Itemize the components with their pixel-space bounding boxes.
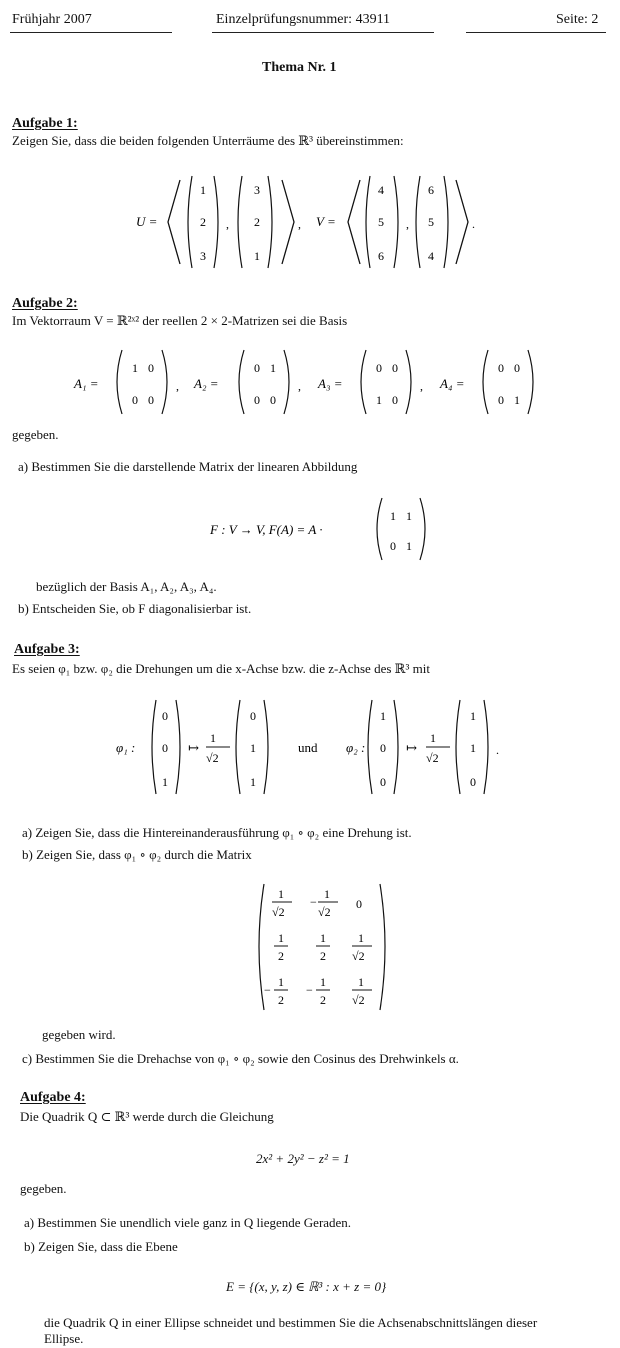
svg-text:1: 1 (132, 361, 138, 375)
header-rule-right (466, 32, 606, 33)
task3-given: gegeben wird. (42, 1027, 116, 1042)
svg-text:,: , (176, 379, 179, 393)
svg-text:6: 6 (428, 183, 434, 197)
basis-a1 (73, 350, 179, 414)
svg-text:1: 1 (278, 931, 284, 945)
svg-text:2: 2 (320, 949, 326, 963)
svg-text:√2: √2 (352, 993, 365, 1007)
svg-text:0: 0 (376, 361, 382, 375)
task3-rotations (110, 694, 510, 800)
inv-sqrt2-factor-2 (426, 731, 450, 765)
task1-heading: Aufgabe 1: (12, 116, 78, 131)
svg-text:1: 1 (250, 775, 256, 789)
u-vector-1 (188, 176, 218, 268)
task3-part-c: c) Bestimmen Sie die Drehachse von φ₁ ∘ φ₂ sowie den Cosinus des Drehwinkels α. (22, 1051, 459, 1066)
svg-text:1: 1 (324, 887, 330, 901)
svg-text:1: 1 (390, 509, 396, 523)
task3-part-b: b) Zeigen Sie, dass φ₁ ∘ φ₂ durch die Matrix (22, 847, 252, 862)
phi2-output-vector (456, 700, 488, 794)
svg-text:2: 2 (278, 993, 284, 1007)
task2-basis-ref: bezüglich der Basis A₁, A₂, A₃, A₄. (36, 579, 217, 594)
svg-text:0: 0 (148, 361, 154, 375)
header-exam-number: Einzelprüfungsnummer: 43911 (216, 12, 391, 27)
task4-given: gegeben. (20, 1181, 67, 1196)
task4-part-a: a) Bestimmen Sie unendlich viele ganz in Q liegende Geraden. (24, 1215, 352, 1230)
svg-text:,: , (298, 217, 301, 231)
svg-text:1: 1 (270, 361, 276, 375)
svg-text:1: 1 (278, 887, 284, 901)
task2-part-b: b) Entscheiden Sie, ob F diagonalisierbar ist. (18, 601, 252, 616)
svg-text:0: 0 (254, 393, 260, 407)
phi2-input-vector (368, 700, 398, 794)
inv-sqrt2-factor-1 (206, 731, 230, 765)
svg-text:√2: √2 (318, 905, 331, 919)
svg-text:1: 1 (358, 931, 364, 945)
svg-text:√2: √2 (272, 905, 285, 919)
svg-text:0: 0 (392, 361, 398, 375)
svg-text:1: 1 (162, 775, 168, 789)
svg-text:1: 1 (470, 741, 476, 755)
svg-text:1: 1 (470, 709, 476, 723)
svg-text:2: 2 (320, 993, 326, 1007)
u-label: U = (136, 214, 158, 229)
phi1-label: φ₁ : (116, 740, 136, 755)
basis-a4 (439, 350, 533, 414)
task4-part-b-text: die Quadrik Q in einer Ellipse schneidet und bestimmen Sie die Achsenabschnittslängen dieser (44, 1315, 538, 1330)
svg-text:−: − (310, 895, 317, 909)
svg-text:0: 0 (390, 539, 396, 553)
task1-intro: Zeigen Sie, dass die beiden folgenden Unterräume des ℝ³ übereinstimmen: (12, 133, 404, 148)
header-date: Frühjahr 2007 (12, 12, 92, 27)
svg-text:.: . (496, 743, 499, 757)
svg-text:1: 1 (250, 741, 256, 755)
svg-text:−: − (264, 983, 271, 997)
svg-text:6: 6 (378, 249, 384, 263)
v-vector-2 (416, 176, 448, 268)
svg-text:−: − (306, 983, 313, 997)
svg-text:1: 1 (406, 539, 412, 553)
task3-part-a: a) Zeigen Sie, dass die Hintereinanderausführung φ₁ ∘ φ₂ eine Drehung ist. (22, 825, 412, 840)
svg-text:↦: ↦ (406, 740, 417, 755)
svg-text:,: , (420, 379, 423, 393)
svg-text:A₂ =: A₂ = (194, 376, 219, 391)
svg-text:0: 0 (498, 361, 504, 375)
header-rule-center (212, 32, 434, 33)
svg-text:,: , (226, 217, 229, 231)
svg-text:↦: ↦ (188, 740, 199, 755)
svg-text:,: , (406, 217, 409, 231)
phi1-output-vector (236, 700, 268, 794)
svg-text:1: 1 (406, 509, 412, 523)
task2-intro: Im Vektorraum V = ℝ²ˣ² der reellen 2 × 2-Matrizen sei die Basis (12, 313, 348, 328)
basis-a3 (317, 350, 423, 414)
task3-heading: Aufgabe 3: (14, 642, 80, 657)
phi1-input-vector (152, 700, 180, 794)
svg-text:1: 1 (200, 183, 206, 197)
svg-text:2: 2 (254, 215, 260, 229)
svg-text:5: 5 (428, 215, 434, 229)
svg-text:.: . (472, 217, 475, 231)
theme-title: Thema Nr. 1 (262, 60, 337, 75)
svg-text:1: 1 (210, 731, 216, 745)
svg-text:0: 0 (356, 897, 362, 911)
task4-part-b-text-2: Ellipse. (44, 1331, 84, 1346)
svg-text:1: 1 (430, 731, 436, 745)
svg-text:1: 1 (358, 975, 364, 989)
phi2-label: φ₂ : (346, 740, 366, 755)
header-rule-left (10, 32, 172, 33)
svg-text:0: 0 (132, 393, 138, 407)
svg-text:0: 0 (498, 393, 504, 407)
task4-heading: Aufgabe 4: (20, 1090, 86, 1105)
svg-text:0: 0 (250, 709, 256, 723)
v-vector-1 (366, 176, 398, 268)
task4-part-b: b) Zeigen Sie, dass die Ebene (24, 1239, 178, 1254)
svg-text:0: 0 (470, 775, 476, 789)
svg-text:0: 0 (392, 393, 398, 407)
v-label: V = (316, 214, 336, 229)
svg-text:A₄ =: A₄ = (440, 376, 465, 391)
svg-text:4: 4 (378, 183, 384, 197)
header-page: Seite: 2 (556, 12, 599, 27)
svg-text:1: 1 (254, 249, 260, 263)
svg-text:1: 1 (380, 709, 386, 723)
svg-text:0: 0 (380, 775, 386, 789)
task3-intro: Es seien φ₁ bzw. φ₂ die Drehungen um die x-Achse bzw. die z-Achse des ℝ³ mit (12, 661, 430, 676)
svg-text:3: 3 (254, 183, 260, 197)
svg-text:0: 0 (380, 741, 386, 755)
task4-plane: E = {(x, y, z) ∈ ℝ³ : x + z = 0} (226, 1279, 387, 1294)
task3-matrix (254, 880, 390, 1016)
task4-equation: 2x² + 2y² − z² = 1 (256, 1151, 350, 1166)
und-label: und (298, 740, 318, 755)
svg-text:0: 0 (148, 393, 154, 407)
svg-text:A₁ =: A₁ = (74, 376, 99, 391)
svg-text:0: 0 (162, 741, 168, 755)
svg-text:√2: √2 (352, 949, 365, 963)
svg-text:4: 4 (428, 249, 434, 263)
svg-text:1: 1 (320, 975, 326, 989)
task2-map (206, 494, 446, 564)
svg-text:0: 0 (162, 709, 168, 723)
svg-text:,: , (298, 379, 301, 393)
svg-text:2: 2 (200, 215, 206, 229)
svg-text:3: 3 (200, 249, 206, 263)
svg-text:1: 1 (320, 931, 326, 945)
task4-intro: Die Quadrik Q ⊂ ℝ³ werde durch die Gleichung (20, 1109, 274, 1124)
svg-text:0: 0 (270, 393, 276, 407)
task1-subspaces (130, 168, 490, 276)
svg-text:1: 1 (278, 975, 284, 989)
task2-heading: Aufgabe 2: (12, 296, 78, 311)
svg-text:5: 5 (378, 215, 384, 229)
svg-text:1: 1 (376, 393, 382, 407)
svg-text:0: 0 (254, 361, 260, 375)
basis-a2 (193, 350, 301, 414)
task2-given: gegeben. (12, 427, 59, 442)
task2-basis (70, 346, 550, 418)
u-vector-2 (238, 176, 272, 268)
svg-text:√2: √2 (426, 751, 439, 765)
svg-text:2: 2 (278, 949, 284, 963)
svg-text:A₃ =: A₃ = (318, 376, 343, 391)
svg-text:1: 1 (514, 393, 520, 407)
svg-text:0: 0 (514, 361, 520, 375)
svg-text:√2: √2 (206, 751, 219, 765)
task2-part-a: a) Bestimmen Sie die darstellende Matrix der linearen Abbildung (18, 459, 358, 474)
svg-text:F : V → V, F(A) = A ·: F : V → V, F(A) = A · (210, 522, 323, 537)
